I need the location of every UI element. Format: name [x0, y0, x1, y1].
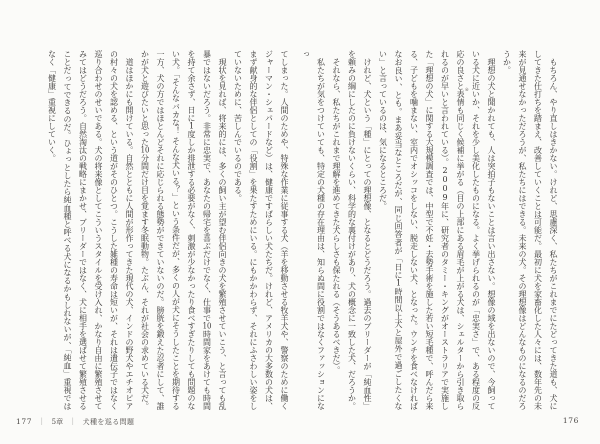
paragraph: それなら、私たちがこれまで理解を進めてきた犬らしさも保たれる（そうあるべきだ）。 — [332, 58, 341, 374]
footer-divider: ｜ — [69, 417, 77, 426]
paragraph-continuation: てしまった。人間のためや、特殊な作業に従事する犬（羊を移動させる牧羊犬や、警察のために働くジャーマン・シェパードなど）は、健康ですばらしい犬たちだ。けれど、アメリカの大多数の犬は、まず献身的な伴侶としての「役割」を果たすためにいる。にもかかわらず、それにふさわしい姿をしていないために、苦しんでいるのである。 — [233, 50, 289, 410]
paragraph: 理想の犬と聞かれても、人は突拍子もないことは言い出さない。想像の域を出ないので、今飼っている犬に近いか、それを少し美化したものになる。よく挙げられるのが「忠実さ」で、ある程度の反応の良さと表情も同じく候補に挙がる（目の上部にある眉毛が上がる犬は、シェルターから引き取られるのが早いと言われている）。2009年に、研究者のタミー・キングがオーストラリアで実施した「理想の犬」に関する大規模調査では、中型で不妊・去勢手術を施した若い短毛種で、呼んだら来る、子どもを噛まない、室内でオシッコをしない、脱走しない犬、となった。ウンチを食べなければなお良い、とも。まあ妥当なところだが、同じ回答者が「日に1時間以上犬と屋外で過ごしたくない」と言っているのは、気になるところだ。 — [378, 50, 496, 410]
paragraph: 私たちが気をつけていても、特定の犬種の存在理由は、知らぬ間に役割ではなくファッションになっ — [301, 50, 326, 410]
chapter-title: 犬種を巡る問題 — [82, 418, 135, 426]
paragraph: 道はほかにも開けている。自然とともに人間が形作ってきた現代の犬、インドの野犬やエチオピアの村々の犬を認める、という道がそのひとつ。こうした雑種の寿命は短いが、それは遺伝子ではなく巡り合わせのせいである。犬の将来像としてこういうスタイルを受け入れ、かなり自由に繁殖させてみてはどうだろう。自然淘汰の戦略にまかせ、ブリーダーではなく、犬に相手を選ばせて繁殖させることだってできるのだ。ひょっとしたら純血種と呼べる犬になるかもしれないが、「純血」重視ではなく「健康」重視にしていく。 — [47, 50, 134, 410]
paragraph: けれど、犬という「種」にとっての理想像、となるとどうだろう。過去のブリーダーが「純血性」を頼みの綱にしたのに負けないくらい、科学的な裏付けがあり、犬の概念に一致した犬、だろうか。 — [347, 50, 372, 410]
footer-divider: ｜ — [38, 417, 46, 426]
page-number-left: 177 — [16, 417, 33, 426]
page-left-177 — [44, 50, 292, 410]
page-right-176 — [298, 50, 562, 410]
chapter-label: 5章 — [51, 418, 64, 426]
page-number-right: 176 — [562, 416, 579, 425]
right-page-footer — [563, 416, 579, 425]
paragraph: もちろん、やり直しはきかない。けれど、思慮深く、私たちがこれまでにたどってきた道も、犬にしてきた仕打ちを踏まえ、改善していくことは可能だ。最初に犬を家畜化した人々には、数年先の未来が見通せなかっただろうが、私たちにはできる。未来の犬。その理想像はどんなものになるのだろうか。 — [502, 50, 558, 410]
left-page-footer — [16, 416, 134, 427]
paragraph: 現状を見れば、将来的には、多くの飼い主が望む伴侶向きの犬を繁殖させていこう、と言っても乱暴ではないだろう。非常に忠実で、あなたの帰宅を喜ぶだけでなく、仕事で10時間家をあけても時間を持て余さず、日に1度しか排泄する必要がなく、刺激が少なかったり食べすぎたりしても問題のない犬。「そんなバカな！ そんな犬いる？」という条件だが、多くの人が犬にそうしたことを期待する一方、犬の方ではほとんどそれに応じられる態勢ができていないのだ。膀胱を鍛えた忍者にして、誰かが犬と遊びたいと思った10分間だけ目を覚ます冬眠動物。たぶん、それが社会の求めている犬だ。 — [140, 50, 227, 410]
footnote-marker-icon: ※ — [464, 87, 469, 93]
